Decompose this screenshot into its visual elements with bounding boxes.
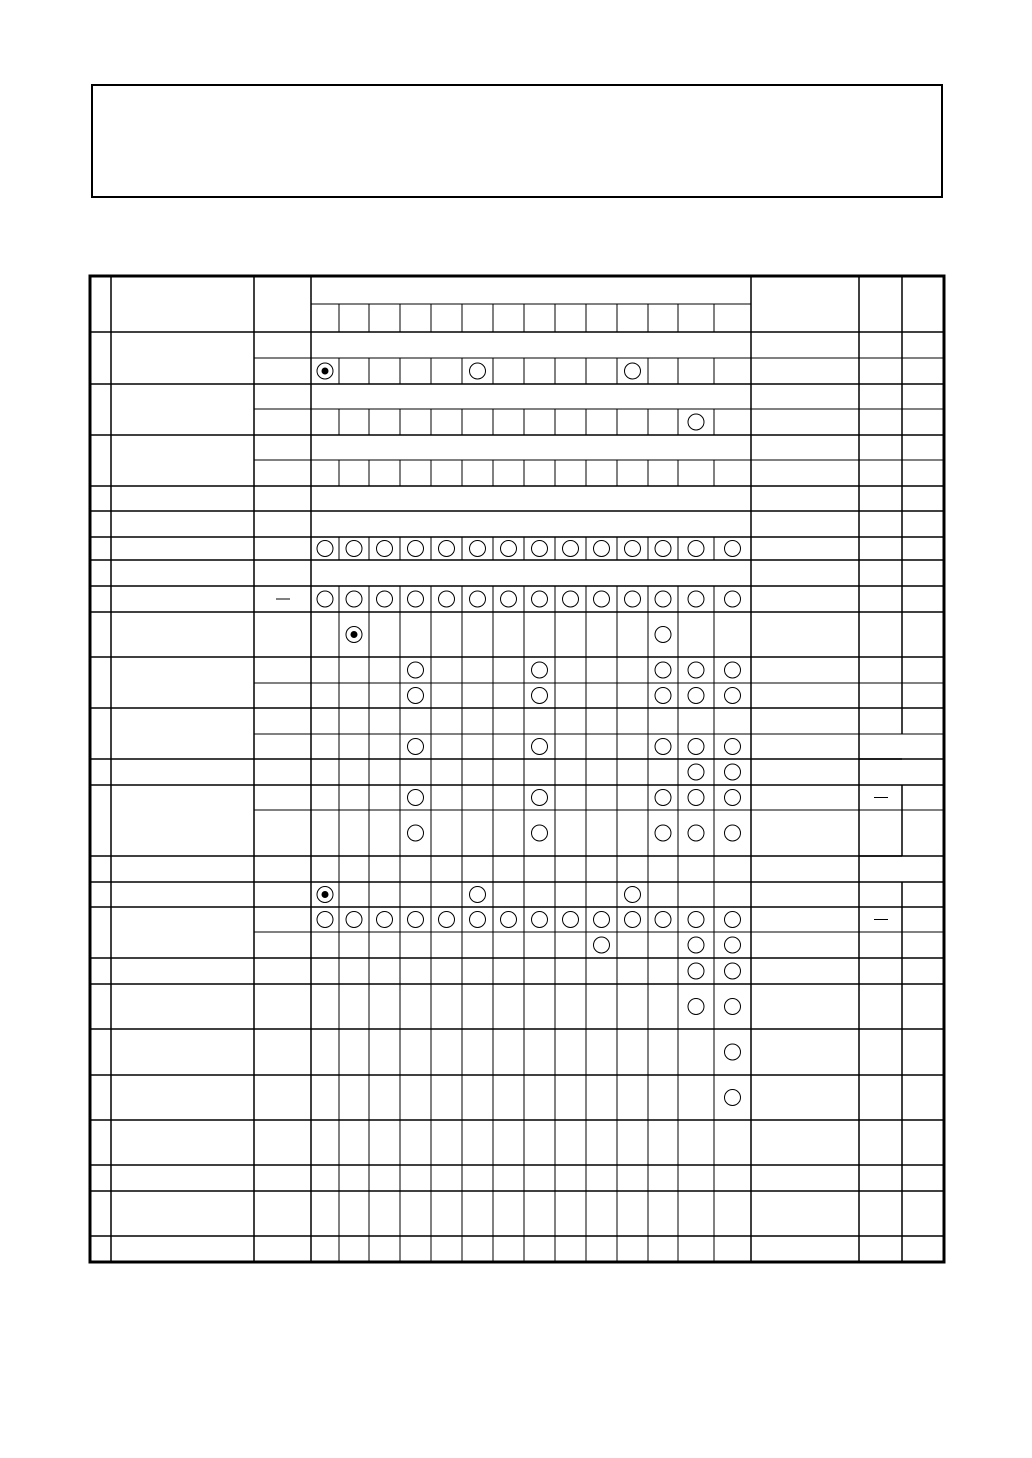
circle-mark	[346, 541, 362, 557]
circle-mark	[725, 963, 741, 979]
circle-mark	[594, 912, 610, 928]
circle-mark	[439, 541, 455, 557]
circle-mark	[532, 688, 548, 704]
circle-dot	[322, 368, 329, 375]
circle-mark	[532, 825, 548, 841]
circle-mark	[688, 541, 704, 557]
circle-mark	[725, 764, 741, 780]
circle-mark	[688, 999, 704, 1015]
circle-mark	[688, 764, 704, 780]
circle-mark	[470, 363, 486, 379]
circle-mark	[655, 627, 671, 643]
circle-mark	[408, 541, 424, 557]
circle-mark	[655, 662, 671, 678]
circle-mark	[625, 591, 641, 607]
circle-mark	[377, 591, 393, 607]
circle-mark	[470, 887, 486, 903]
circle-mark	[594, 937, 610, 953]
circle-dot	[322, 891, 329, 898]
circle-mark	[317, 541, 333, 557]
circle-mark	[563, 912, 579, 928]
circle-mark	[725, 541, 741, 557]
circle-mark	[532, 662, 548, 678]
circle-mark	[408, 739, 424, 755]
table-border	[90, 276, 944, 1262]
circle-mark	[408, 591, 424, 607]
circle-mark	[625, 541, 641, 557]
circle-mark	[725, 825, 741, 841]
circle-mark	[532, 541, 548, 557]
circle-mark	[725, 790, 741, 806]
circle-dot	[351, 631, 358, 638]
circle-mark	[625, 912, 641, 928]
circle-mark	[439, 912, 455, 928]
circle-mark	[688, 912, 704, 928]
circle-mark	[725, 1044, 741, 1060]
circle-mark	[725, 739, 741, 755]
circle-mark	[625, 363, 641, 379]
circle-mark	[346, 591, 362, 607]
circle-mark	[470, 912, 486, 928]
circle-mark	[501, 912, 517, 928]
circle-mark	[725, 937, 741, 953]
circle-mark	[594, 591, 610, 607]
circle-mark	[655, 591, 671, 607]
circle-mark	[688, 739, 704, 755]
circle-mark	[655, 790, 671, 806]
circle-mark	[408, 825, 424, 841]
circle-mark	[688, 688, 704, 704]
circle-mark	[725, 688, 741, 704]
circle-mark	[470, 541, 486, 557]
circle-mark	[563, 591, 579, 607]
circle-mark	[346, 912, 362, 928]
circle-mark	[563, 541, 579, 557]
circle-mark	[725, 999, 741, 1015]
circle-mark	[625, 887, 641, 903]
circle-mark	[377, 912, 393, 928]
circle-mark	[655, 688, 671, 704]
circle-mark	[725, 912, 741, 928]
circle-mark	[594, 541, 610, 557]
circle-mark	[317, 591, 333, 607]
circle-mark	[501, 541, 517, 557]
circle-mark	[532, 739, 548, 755]
circle-mark	[408, 662, 424, 678]
circle-mark	[688, 662, 704, 678]
circle-mark	[377, 541, 393, 557]
circle-mark	[408, 912, 424, 928]
circle-mark	[655, 541, 671, 557]
circle-mark	[655, 825, 671, 841]
circle-mark	[655, 912, 671, 928]
circle-mark	[470, 591, 486, 607]
circle-mark	[688, 414, 704, 430]
circle-mark	[532, 591, 548, 607]
circle-mark	[725, 591, 741, 607]
circle-mark	[439, 591, 455, 607]
circle-mark	[688, 825, 704, 841]
circle-mark	[408, 688, 424, 704]
circle-mark	[725, 662, 741, 678]
circle-mark	[655, 739, 671, 755]
circle-mark	[725, 1090, 741, 1106]
circle-mark	[317, 912, 333, 928]
circle-mark	[532, 790, 548, 806]
circle-mark	[408, 790, 424, 806]
circle-mark	[688, 790, 704, 806]
circle-mark	[501, 591, 517, 607]
circle-mark	[688, 937, 704, 953]
circle-mark	[532, 912, 548, 928]
circle-mark	[688, 591, 704, 607]
circle-mark	[688, 963, 704, 979]
